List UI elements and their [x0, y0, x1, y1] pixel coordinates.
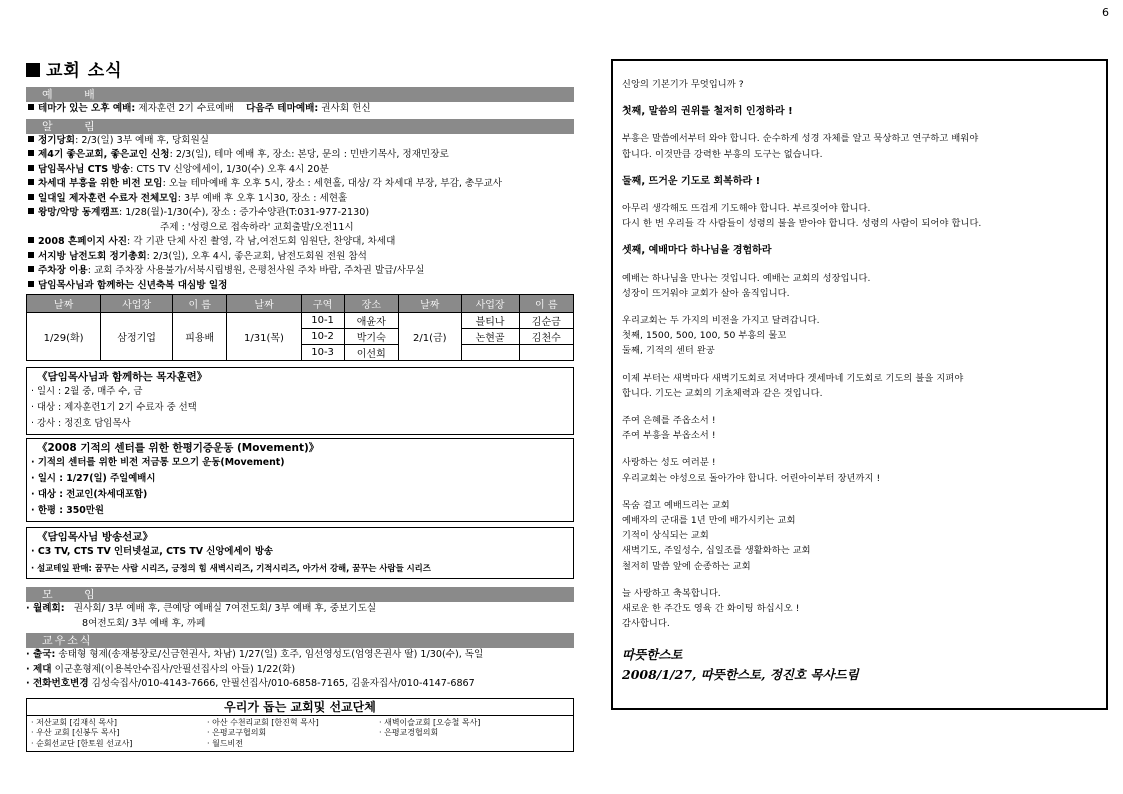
- bullet-icon: [28, 252, 34, 258]
- table-header-cell: 날짜: [398, 295, 461, 313]
- box-line: · 일시 : 2월 중, 매주 수, 금: [31, 386, 143, 397]
- table-cell: 2/1(금): [398, 313, 461, 361]
- notice-item: [26, 264, 574, 279]
- box-line: · 강사 : 정진호 담임목사: [31, 418, 131, 429]
- letter-line: 우리교회는 두 가지의 비전을 가지고 달려갑니다.: [622, 315, 820, 327]
- table-cell: [519, 345, 573, 361]
- letter-line: 철저히 말씀 앞에 순종하는 교회: [622, 560, 751, 572]
- spacer: [622, 401, 1096, 413]
- letter-line: 예배는 하나님을 만나는 것입니다. 예배는 교회의 성장입니다.: [622, 272, 871, 284]
- bullet-icon: [28, 150, 34, 156]
- notice-item: [26, 134, 574, 149]
- member-news-label: · 제대: [26, 663, 52, 675]
- support-item: · 저산교회 [김재식 목사]: [31, 717, 117, 727]
- box-line: · 일시 : 1/27(일) 주일예배시: [31, 473, 156, 484]
- table-cell: 논현골: [461, 329, 519, 345]
- notice-label: 왕망/악망 동계캠프: [38, 207, 119, 218]
- church-news-column: [26, 56, 574, 752]
- notice-label: 서지방 남전도회 정기총회: [38, 250, 147, 262]
- letter-line: 목숨 걸고 예배드리는 교회: [622, 499, 730, 511]
- spacer: [622, 162, 1096, 174]
- letter-signature: 2008/1/27, 따뜻한스토, 정진호 목사드림: [622, 667, 859, 683]
- letter-line: 합니다. 이것만큼 강력한 부흥의 도구는 없습니다.: [622, 148, 823, 160]
- bullet-icon: [28, 179, 34, 185]
- letter-line: 이제 부터는 새벽마다 새벽기도회로 저녁마다 겟세마네 기도회로 기도의 불을 지펴야: [622, 372, 964, 384]
- notice-item: [26, 192, 574, 207]
- letter-line: 새벽기도, 주일성수, 십일조를 생활화하는 교회: [622, 545, 811, 557]
- worship-line: 테마가 있는 오후 예배: 제자훈련 2기 수료예배 다음주 테마예배: 권사회 헌신: [26, 102, 574, 117]
- meeting-line: 8여전도회/ 3부 예배 후, 까페: [82, 617, 206, 629]
- spacer: [622, 189, 1096, 201]
- notice-text: : 2/3(일), 오후 4시, 좋은교회, 남전도회원 전원 참석: [146, 250, 367, 262]
- support-item: · 은평교구협의회: [207, 728, 267, 737]
- notice-text: : 오늘 테마예배 후 오후 5시, 장소 : 세현홀, 대상/ 각 차세대 부장, 부감, 총무교사: [162, 178, 503, 189]
- notice-item: [26, 206, 574, 221]
- notice-item: [26, 279, 574, 294]
- notice-text: : CTS TV 신앙에세이, 1/30(수) 오후 4시 20분: [130, 163, 329, 175]
- table-header-row: [27, 295, 574, 313]
- bullet-icon: [28, 165, 34, 171]
- notice-list: [26, 134, 574, 294]
- movement-box: 《2008 기적의 센터를 위한 한평기증운동 (Movement)》 · 기적의 센터를 위한 비전 저금통 모으기 운동(Movement) · 일시 : 1/27(일) 주일예배시 · 대상 : 전교인(차세대포함) · 한평 : 350만원: [26, 438, 574, 522]
- table-cell: 피용배: [173, 313, 227, 361]
- table-cell: 김순금: [519, 313, 573, 329]
- letter-line: 부흥은 말씀에서부터 와야 합니다. 순수하게 성경 자체를 알고 묵상하고 연구하고 배워야: [622, 133, 979, 145]
- mentor-training-box: 《담임목사님과 함께하는 목자훈련》 · 일시 : 2월 중, 매주 수, 금 · 대상 : 제자훈련1기 2기 수료자 중 선택 · 강사 : 정진호 담임목사: [26, 367, 574, 435]
- member-news-text: 이군훈형제(이용복안수집사/안필선집사의 아들) 1/22(화): [54, 663, 296, 675]
- spacer: [622, 359, 1096, 371]
- page-number: 6: [1102, 6, 1109, 19]
- table-header-cell: 구역: [301, 295, 344, 313]
- spacer: [622, 119, 1096, 131]
- letter-line: 성장이 뜨거워야 교회가 살아 움직입니다.: [622, 287, 790, 299]
- spacer: [622, 486, 1096, 498]
- bullet-icon: [28, 136, 34, 142]
- notice-item: [26, 148, 574, 163]
- table-header-cell: 사업장: [461, 295, 519, 313]
- letter-line: 기적이 상식되는 교회: [622, 530, 709, 542]
- letter-signature-title: 따뜻한스토: [622, 647, 683, 663]
- square-bullet-icon: [26, 63, 40, 77]
- bullet-icon: [28, 104, 34, 110]
- table-cell: 1/31(목): [227, 313, 301, 361]
- box-line: · 대상 : 전교인(차세대포함): [31, 489, 148, 500]
- notice-label: 정기당회: [38, 134, 76, 146]
- support-item: · 우산 교회 [신봉두 목사]: [31, 728, 120, 737]
- worship-header: 예 배: [26, 87, 574, 102]
- notice-text: : 교회 주차장 사용불가/서북시립병원, 은평천사원 주차 바람, 주차권 발급/사무실: [87, 265, 425, 276]
- letter-line: 감사합니다.: [622, 618, 670, 630]
- notice-label: 제4기 좋은교회, 좋은교인 신청: [38, 149, 170, 160]
- table-header-cell: 사업장: [101, 295, 173, 313]
- letter-heading: 첫째, 말씀의 권위를 철저히 인정하라 !: [622, 106, 793, 118]
- notice-item: [26, 221, 574, 236]
- member-news-label: · 출국:: [26, 649, 56, 660]
- letter-line: 합니다. 기도는 교회의 기초체력과 같은 것입니다.: [622, 387, 823, 399]
- pastor-letter-box: [611, 59, 1108, 710]
- bullet-icon: [28, 194, 34, 200]
- support-item: · 아산 수천리교회 [한진혁 목사]: [207, 717, 319, 727]
- table-header-cell: 이 름: [519, 295, 573, 313]
- support-item: · 순회선교단 [한토원 선교사]: [31, 738, 133, 748]
- bullet-icon: [28, 237, 34, 243]
- member-news-item: [26, 648, 574, 663]
- letter-line: 첫째, 1500, 500, 100, 50 부흥의 물꼬: [622, 330, 787, 342]
- box-line: · 한평 : 350만원: [31, 505, 104, 516]
- letter-line: 우리교회는 야성으로 돌아가야 합니다. 어린아이부터 장년까지 !: [622, 472, 881, 484]
- letter-line: 둘째, 기적의 센터 완공: [622, 345, 715, 357]
- table-cell: 김천수: [519, 329, 573, 345]
- members-header: 교우소식: [26, 633, 574, 648]
- spacer: [622, 443, 1096, 455]
- section-title: 교회 소식: [26, 56, 574, 81]
- member-news-text: 송태형 형제(송재봉장로/신금현권사, 차남) 1/27(일) 호주, 임선영성도(엄영은권사 딸) 1/30(수), 독일: [58, 649, 484, 660]
- member-news-item: [26, 677, 574, 692]
- support-item: [379, 739, 577, 750]
- table-cell: 블티나: [461, 313, 519, 329]
- letter-line: 사랑하는 성도 여러분 !: [622, 457, 716, 469]
- table-header-cell: 날짜: [27, 295, 101, 313]
- table-header-cell: 이 름: [173, 295, 227, 313]
- spacer: [622, 259, 1096, 271]
- support-item: · 새벽이슬교회 [오승철 목사]: [379, 717, 481, 727]
- table-cell: 이선희: [344, 345, 398, 361]
- notice-text: : 1/28(월)-1/30(수), 장소 : 증가수양관(T:031-977-2130): [118, 207, 370, 218]
- letter-line: 아무리 생각해도 뜨겁게 기도해야 합니다. 부르짖어야 합니다.: [622, 203, 871, 215]
- table-cell: 10-1: [301, 313, 344, 329]
- letter-body: [622, 77, 1096, 631]
- table-header-cell: 날짜: [227, 295, 301, 313]
- member-news-text: 김성숙집사/010-4143-7666, 안필선집사/010-6858-7165, 김윤자집사/010-4147-6867: [91, 678, 475, 689]
- member-news-item: [26, 663, 574, 678]
- support-item: · 은평교경협의회: [379, 728, 439, 737]
- bullet-icon: [28, 281, 34, 287]
- visit-schedule-table: [26, 294, 574, 361]
- bullet-icon: [28, 208, 34, 214]
- notice-label: 주차장 이용: [38, 265, 88, 276]
- notice-text: : 2/3(일), 테마 예배 후, 장소: 본당, 문의 : 민반기목사, 정재민장로: [169, 149, 449, 160]
- letter-line: 주여 부흥을 부옵소서 !: [622, 430, 716, 442]
- notice-label: 담임목사님 CTS 방송: [38, 163, 131, 175]
- letter-heading: 셋째, 예배마다 하나님을 경험하라: [622, 245, 772, 257]
- notice-label: 일대일 제자훈련 수료자 전체모임: [38, 192, 178, 204]
- member-news-label: · 전화번호변경: [26, 678, 89, 689]
- notice-header: 알 림: [26, 119, 574, 134]
- table-cell: 삼정기업: [101, 313, 173, 361]
- letter-heading: 둘째, 뜨거운 기도로 회복하라 !: [622, 175, 761, 187]
- notice-item: [26, 177, 574, 192]
- spacer: [622, 301, 1096, 313]
- table-cell: 1/29(화): [27, 313, 101, 361]
- notice-label: 차세대 부흥을 위한 비전 모임: [38, 178, 163, 189]
- notice-item: [26, 163, 574, 178]
- support-list: [26, 716, 574, 753]
- spacer: [622, 92, 1096, 104]
- table-header-cell: 장소: [344, 295, 398, 313]
- notice-item: [26, 235, 574, 250]
- spacer: [622, 574, 1096, 586]
- support-title: 우리가 돕는 교회및 선교단체: [26, 698, 574, 716]
- letter-line: 예배자의 군대를 1년 만에 배가시키는 교회: [622, 515, 796, 527]
- box-line: · 설교테잎 판매: 꿈꾸는 사람 시리즈, 긍정의 힘 새벽시리즈, 기적시리즈, 아가서 강해, 꿈꾸는 사람들 시리즈: [31, 563, 431, 573]
- bullet-icon: [28, 266, 34, 272]
- table-cell: [461, 345, 519, 361]
- table-cell: 10-2: [301, 329, 344, 345]
- meeting-header: 모 임: [26, 587, 574, 602]
- box-line: · 대상 : 제자훈련1기 2기 수료자 중 선택: [31, 402, 197, 413]
- letter-line: 주여 은혜를 주옵소서 !: [622, 415, 716, 427]
- table-cell: 10-3: [301, 345, 344, 361]
- notice-text: : 각 기관 단체 사진 촬영, 각 남,여전도회 임원단, 찬양대, 차세대: [127, 236, 396, 247]
- letter-line: 늘 사랑하고 축복합니다.: [622, 587, 721, 599]
- letter-line: 신앙의 기본기가 무엇입니까 ?: [622, 79, 744, 90]
- notice-text: : 2/3(일) 3부 예배 후, 당회원실: [75, 134, 210, 146]
- table-cell: 애윤자: [344, 313, 398, 329]
- spacer: [622, 231, 1096, 243]
- notice-text: : 3부 예배 후 오후 1시30, 장소 : 세현홀: [177, 192, 348, 204]
- notice-item: [26, 250, 574, 265]
- notice-text: 주제 : '성령으로 접속하라' 교회출발/오전11시: [160, 221, 354, 233]
- meeting-line: · 월례회: 권사회/ 3부 예배 후, 큰예당 예배실 7여전도회/ 3부 예배 후, 중보기도실: [26, 603, 377, 614]
- box-line: · C3 TV, CTS TV 인터넷설교, CTS TV 신앙에세이 방송: [31, 546, 273, 557]
- table-cell: 박기숙: [344, 329, 398, 345]
- notice-label: 담임목사님과 함께하는 신년축복 대심방 일정: [38, 279, 228, 291]
- table-row: [27, 313, 574, 329]
- notice-label: 2008 흔페이지 사진: [38, 236, 127, 247]
- members-news-list: [26, 648, 574, 692]
- letter-line: 다시 한 번 우리들 각 사람들이 성령의 불을 받아야 합니다. 성령의 사람이 되어야 합니다.: [622, 218, 982, 230]
- box-line: · 기적의 센터를 위한 비전 저금통 모으기 운동(Movement): [31, 457, 285, 468]
- support-item: · 월드비전: [207, 738, 243, 748]
- broadcast-box: 《담임목사님 방송선교》 · C3 TV, CTS TV 인터넷설교, CTS TV 신앙에세이 방송 · 설교테잎 판매: 꿈꾸는 사람 시리즈, 긍정의 힘 새벽시리즈, 기적시리즈, 아가서 강해, 꿈꾸는 사람들 시리즈: [26, 527, 574, 579]
- letter-line: 새로운 한 주간도 영육 간 화이팅 하십시오 !: [622, 603, 800, 615]
